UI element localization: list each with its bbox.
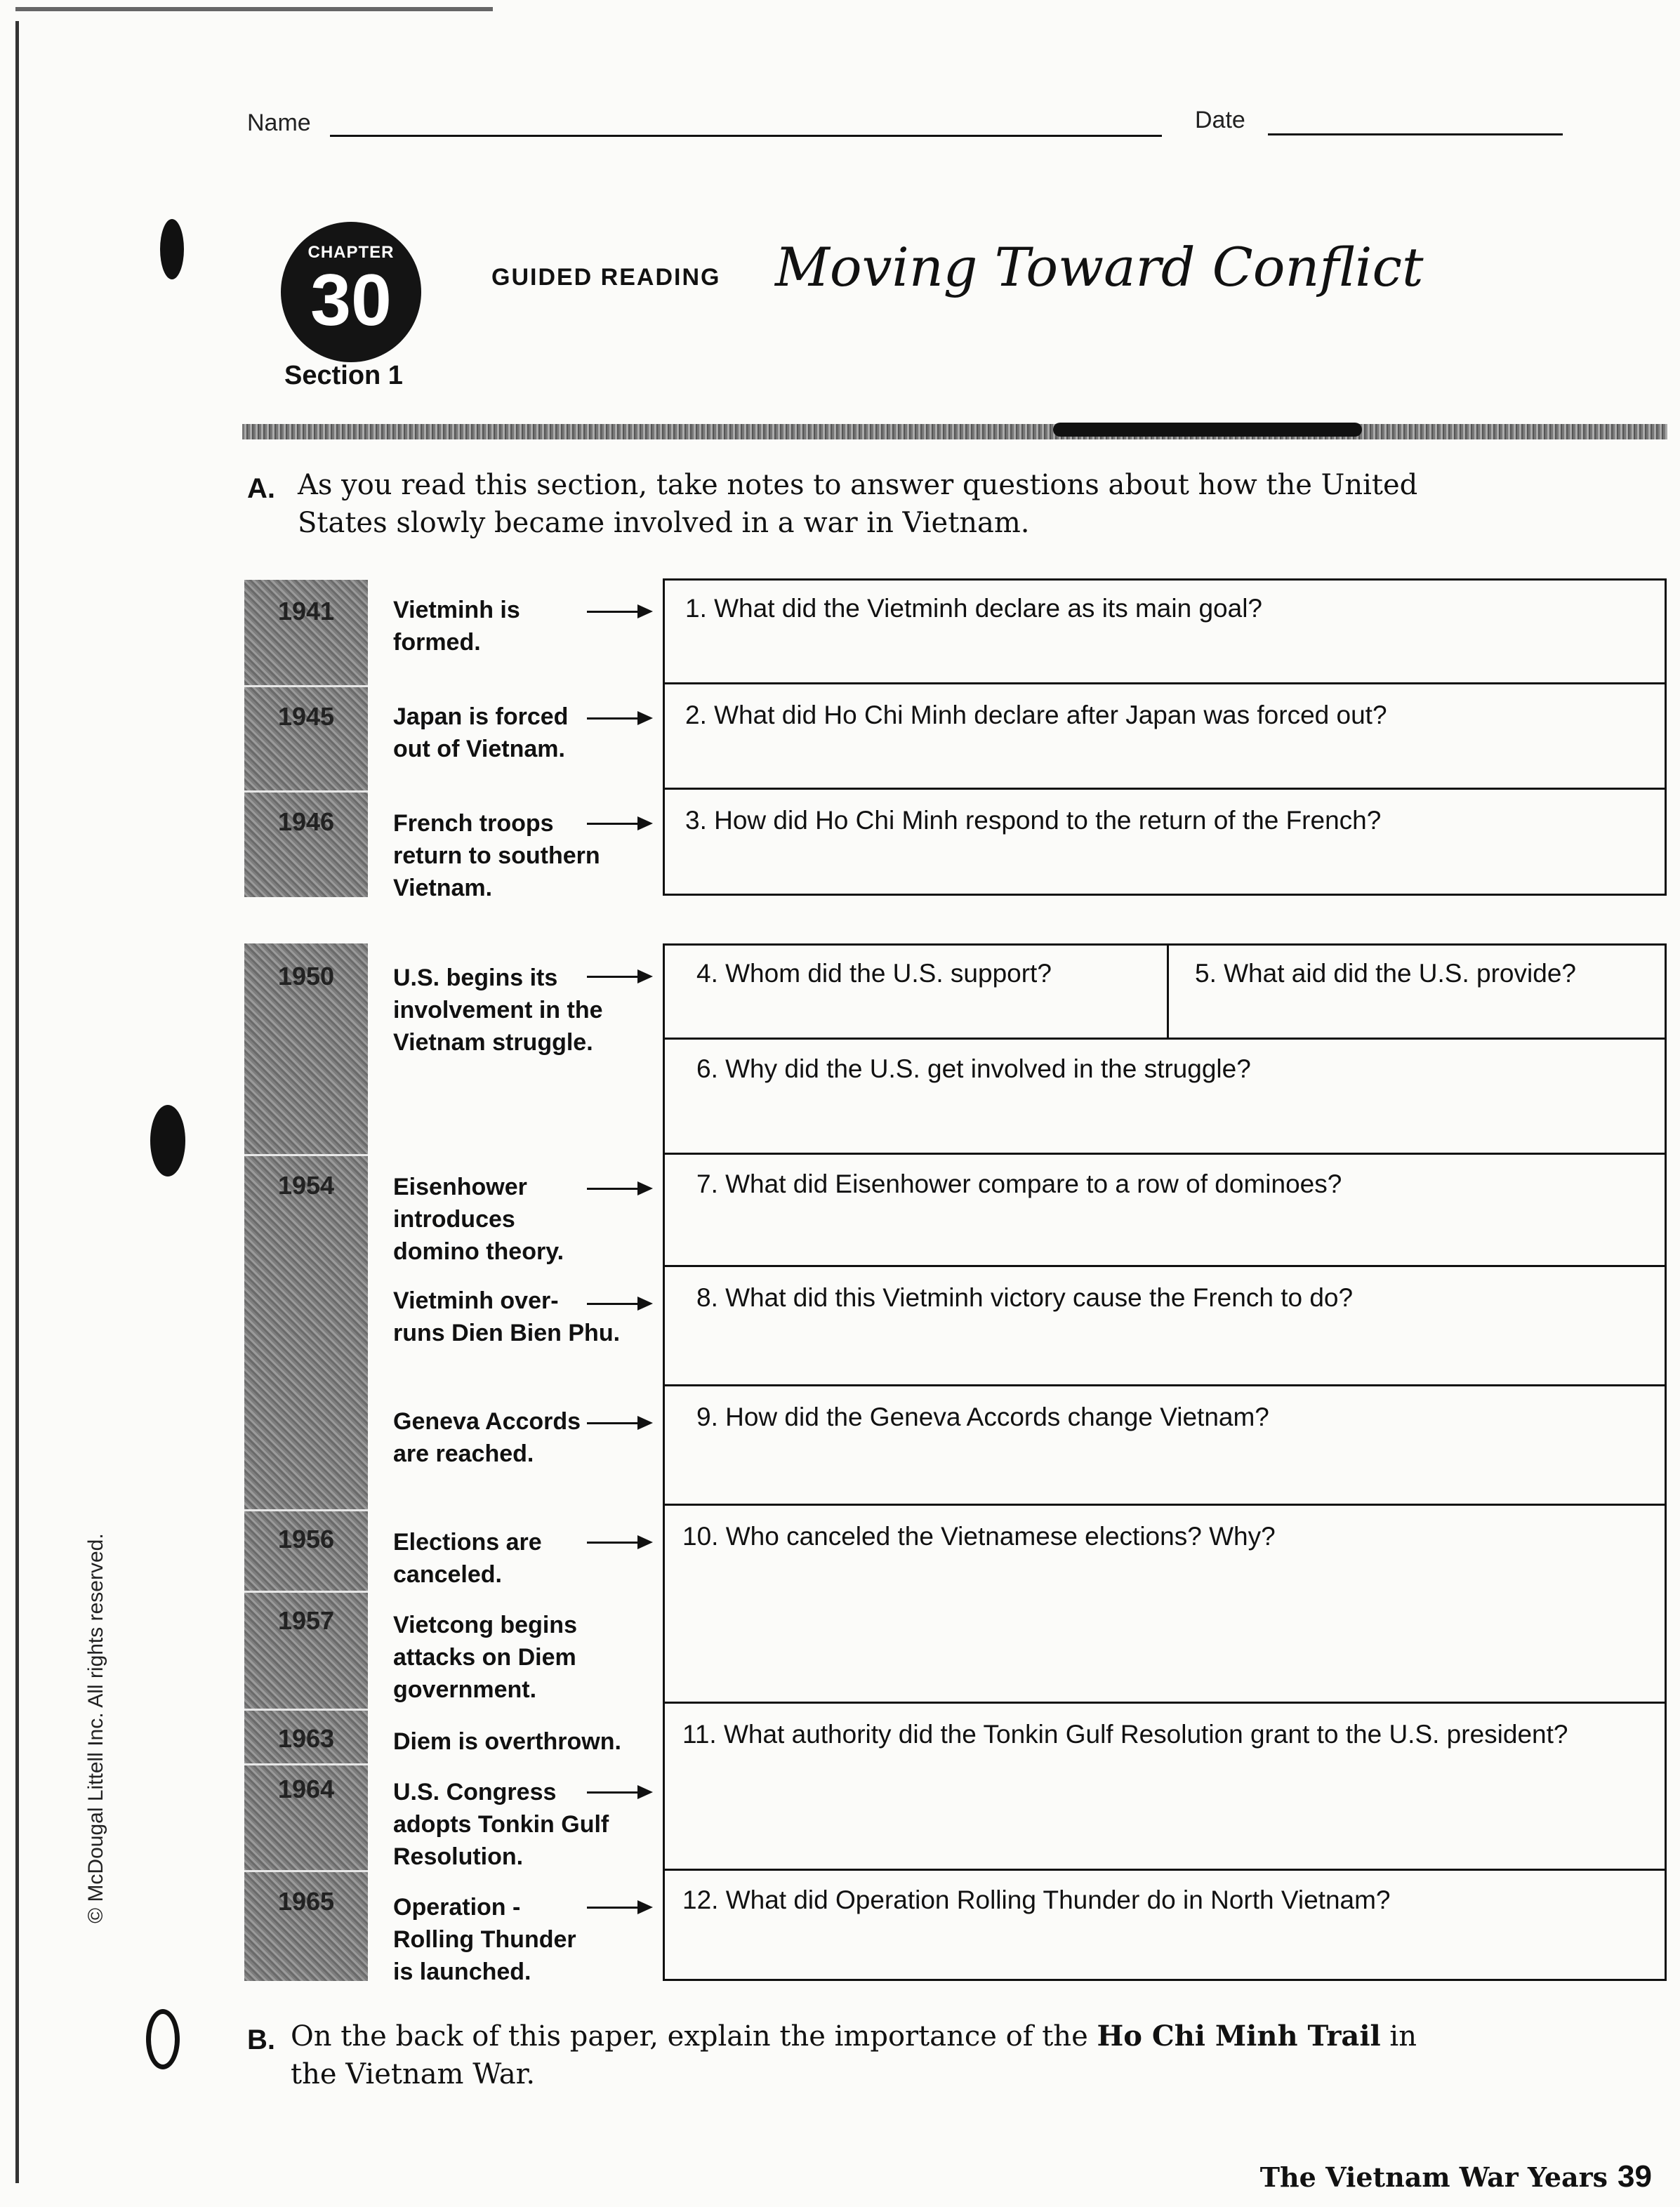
question-7: 7. What did Eisenhower compare to a row of dominoes? bbox=[696, 1169, 1342, 1198]
question-11: 11. What authority did the Tonkin Gulf Resolution grant to the U.S. president? bbox=[682, 1720, 1568, 1749]
box-divider bbox=[663, 682, 1667, 684]
event-line: attacks on Diem bbox=[393, 1644, 576, 1671]
timeline-event bbox=[393, 1609, 577, 1706]
event-line: Vietcong begins bbox=[393, 1612, 577, 1638]
event-line: Rolling Thunder bbox=[393, 1926, 576, 1953]
year-label: 1957 bbox=[277, 1606, 335, 1635]
question-4: 4. Whom did the U.S. support? bbox=[696, 959, 1052, 988]
event-line: Resolution. bbox=[393, 1843, 524, 1870]
arrow-right-icon bbox=[587, 1188, 650, 1190]
year-label: 1956 bbox=[277, 1525, 335, 1553]
event-line: French troops bbox=[393, 810, 554, 837]
event-line: involvement in the bbox=[393, 997, 603, 1023]
box-divider bbox=[663, 788, 1667, 790]
rule-mark bbox=[1053, 423, 1362, 437]
event-line: is launched. bbox=[393, 1959, 531, 1985]
part-b-line-1 bbox=[291, 2017, 1417, 2055]
event-line: return to southern bbox=[393, 842, 600, 869]
chapter-number: 30 bbox=[310, 260, 392, 341]
page-title: Moving Toward Conflict bbox=[775, 236, 1424, 298]
timeline-bar bbox=[244, 943, 368, 1981]
part-b-emphasis: Ho Chi Minh Trail bbox=[1097, 2020, 1381, 2053]
timeline-bar bbox=[244, 580, 368, 897]
year-label: 1954 bbox=[277, 1171, 335, 1200]
part-b-text: On the back of this paper, explain the importance of the bbox=[291, 2020, 1097, 2053]
punch-hole bbox=[150, 1105, 185, 1177]
event-line: Eisenhower bbox=[393, 1174, 527, 1200]
event-line: Elections are bbox=[393, 1529, 542, 1556]
timeline-event bbox=[393, 1526, 542, 1591]
arrow-right-icon bbox=[587, 823, 650, 825]
badge-chapter-word: CHAPTER bbox=[307, 243, 395, 262]
event-line: are reached. bbox=[393, 1440, 534, 1467]
event-line: Diem is overthrown. bbox=[393, 1728, 621, 1755]
page-top-edge bbox=[15, 7, 493, 11]
question-9: 9. How did the Geneva Accords change Vietnam? bbox=[696, 1403, 1269, 1431]
event-line: Vietminh is bbox=[393, 597, 520, 623]
question-6: 6. Why did the U.S. get involved in the struggle? bbox=[696, 1054, 1251, 1083]
year-label: 1941 bbox=[277, 597, 335, 625]
question-2: 2. What did Ho Chi Minh declare after Japan was forced out? bbox=[685, 701, 1387, 729]
part-a-letter: A. bbox=[247, 473, 275, 504]
arrow-right-icon bbox=[587, 1303, 650, 1305]
year-label: 1950 bbox=[277, 962, 335, 990]
timeline-event bbox=[393, 807, 600, 904]
event-line: U.S. begins its bbox=[393, 965, 558, 991]
timeline-divider bbox=[244, 1591, 368, 1593]
name-field[interactable] bbox=[330, 135, 1162, 137]
timeline-divider bbox=[244, 1154, 368, 1156]
part-a-line-1: As you read this section, take notes to answer questions about how the United bbox=[298, 469, 1418, 501]
timeline-event bbox=[393, 1891, 576, 1988]
year-label: 1946 bbox=[277, 807, 335, 836]
event-line: Vietminh over- bbox=[393, 1287, 559, 1314]
questions-box bbox=[663, 578, 1667, 896]
chapter-badge bbox=[281, 222, 421, 362]
question-5: 5. What aid did the U.S. provide? bbox=[1195, 959, 1576, 988]
box-divider bbox=[663, 1384, 1667, 1386]
guided-reading-label: GUIDED READING bbox=[491, 264, 721, 291]
page-footer bbox=[1260, 2159, 1652, 2194]
arrow-right-icon bbox=[587, 1542, 650, 1544]
arrow-right-icon bbox=[587, 976, 650, 978]
year-label: 1963 bbox=[277, 1724, 335, 1753]
box-divider bbox=[663, 1038, 1667, 1040]
timeline-divider bbox=[244, 685, 368, 687]
event-line: formed. bbox=[393, 629, 481, 656]
year-label: 1965 bbox=[277, 1887, 335, 1916]
part-b-line-2: the Vietnam War. bbox=[291, 2058, 536, 2090]
question-12: 12. What did Operation Rolling Thunder do in North Vietnam? bbox=[682, 1885, 1391, 1914]
book-title: The Vietnam War Years bbox=[1259, 2161, 1608, 2193]
arrow-right-icon bbox=[587, 611, 650, 613]
event-line: domino theory. bbox=[393, 1238, 564, 1265]
questions-box bbox=[663, 943, 1667, 1981]
timeline-event bbox=[393, 701, 568, 765]
question-8: 8. What did this Vietminh victory cause the French to do? bbox=[696, 1283, 1354, 1312]
box-divider bbox=[663, 1504, 1667, 1506]
event-line: Japan is forced bbox=[393, 703, 569, 730]
part-b-letter: B. bbox=[247, 2024, 275, 2055]
box-divider bbox=[663, 1869, 1667, 1871]
timeline-divider bbox=[244, 790, 368, 793]
arrow-right-icon bbox=[587, 1422, 650, 1424]
box-divider bbox=[663, 1265, 1667, 1267]
arrow-right-icon bbox=[587, 717, 650, 720]
question-3: 3. How did Ho Chi Minh respond to the return of the French? bbox=[685, 806, 1382, 835]
date-label: Date bbox=[1195, 107, 1245, 133]
part-a-line-2: States slowly became involved in a war in Vietnam. bbox=[298, 507, 1030, 539]
timeline-divider bbox=[244, 1509, 368, 1511]
timeline-event bbox=[393, 1285, 620, 1349]
timeline-divider bbox=[244, 1870, 368, 1872]
timeline-event bbox=[393, 1776, 609, 1873]
year-label: 1964 bbox=[277, 1775, 335, 1803]
punch-hole bbox=[146, 2009, 180, 2069]
arrow-right-icon bbox=[587, 1791, 650, 1794]
part-b-text-end: in bbox=[1380, 2020, 1417, 2053]
section-rule bbox=[242, 424, 1667, 439]
page-number: 39 bbox=[1618, 2159, 1652, 2194]
timeline-event bbox=[393, 1725, 621, 1758]
year-label: 1945 bbox=[277, 702, 335, 731]
timeline-divider bbox=[244, 1763, 368, 1765]
event-line: Operation - bbox=[393, 1894, 521, 1921]
question-10: 10. Who canceled the Vietnamese elections? Why? bbox=[682, 1522, 1276, 1551]
date-field[interactable] bbox=[1268, 133, 1563, 135]
question-1: 1. What did the Vietminh declare as its main goal? bbox=[685, 594, 1262, 623]
punch-hole bbox=[160, 219, 184, 279]
event-line: out of Vietnam. bbox=[393, 736, 565, 762]
page-margin-line bbox=[15, 21, 19, 2183]
timeline-event bbox=[393, 1405, 581, 1470]
timeline-divider bbox=[244, 1709, 368, 1711]
name-label: Name bbox=[247, 110, 311, 136]
timeline-event bbox=[393, 962, 603, 1059]
event-line: U.S. Congress bbox=[393, 1779, 557, 1805]
event-line: adopts Tonkin Gulf bbox=[393, 1811, 609, 1838]
event-line: canceled. bbox=[393, 1561, 502, 1588]
box-divider bbox=[663, 1702, 1667, 1704]
event-line: introduces bbox=[393, 1206, 515, 1233]
event-line: government. bbox=[393, 1676, 537, 1703]
box-divider bbox=[1167, 943, 1169, 1039]
event-line: runs Dien Bien Phu. bbox=[393, 1320, 621, 1346]
event-line: Geneva Accords bbox=[393, 1408, 581, 1435]
arrow-right-icon bbox=[587, 1907, 650, 1909]
event-line: Vietnam struggle. bbox=[393, 1029, 593, 1056]
timeline-event bbox=[393, 594, 520, 658]
box-divider bbox=[663, 1153, 1667, 1155]
timeline-event bbox=[393, 1171, 564, 1268]
section-label: Section 1 bbox=[284, 361, 403, 390]
event-line: Vietnam. bbox=[393, 875, 493, 901]
copyright-notice: © McDougal Littell Inc. All rights reserved. bbox=[84, 1533, 107, 1923]
